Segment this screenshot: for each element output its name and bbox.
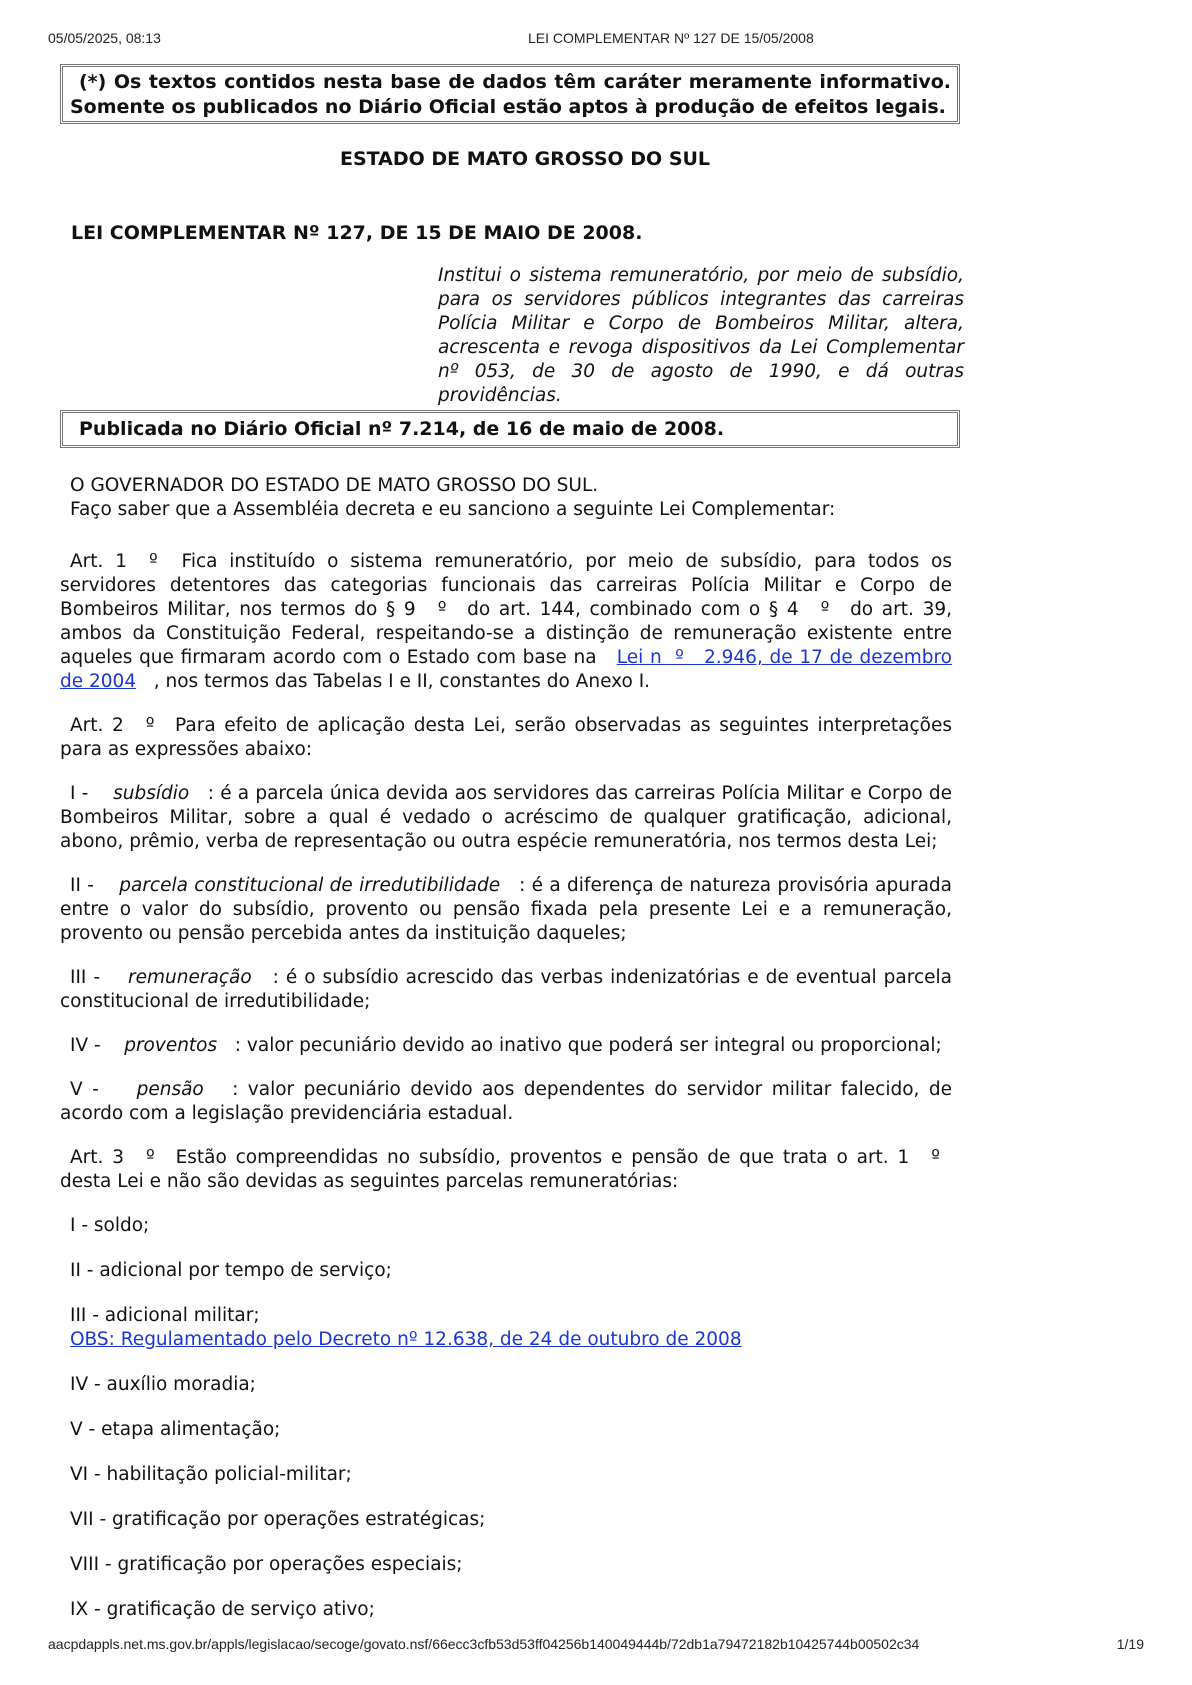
term: pensão [136,1079,204,1100]
print-footer [48,1636,1144,1658]
print-datetime: 05/05/2025, 08:13 [48,30,161,46]
print-url: aacpdappls.net.ms.gov.br/appls/legislacao/secoge/govato.nsf/66ecc3cfb53d53ff04256b140049444b/72db1a79472182b10425744b00502c34 [48,1636,920,1652]
article-3-text-b: desta Lei e não são devidas as seguintes parcelas remuneratórias: [60,1171,679,1192]
article-1-text-c: do art. 39, ambos da Constituição Federal, respeitando-se a distinção de remuneração existente entre aqueles que firmaram acordo com o Estado com base na [60,599,952,668]
article-3-item: VI - habilitação policial-militar; [70,1464,352,1485]
article-1-text-d: , nos termos das Tabelas I e II, constantes do Anexo I. [153,671,651,692]
law-title: LEI COMPLEMENTAR Nº 127, DE 15 DE MAIO DE 2008. [71,222,643,244]
term: proventos [124,1035,218,1056]
article-3-item: V - etapa alimentação; [70,1419,281,1440]
article-1-ordinal-3: º [820,599,830,620]
preamble [60,474,952,522]
article-2 [60,714,952,762]
article-3-ordinal-2: º [931,1147,941,1168]
article-3 [60,1146,952,1194]
publication-notice: Publicada no Diário Oficial nº 7.214, de 16 de maio de 2008. [60,410,960,448]
law-summary: Institui o sistema remuneratório, por meio de subsídio, para os servidores públicos integrantes das carreiras Polícia Militar e Corpo de Bombeiros Militar, altera, acrescenta e revoga dispositivos da Lei Complementar nº 053, de 30 de agosto de 1990, e dá outras providências. [438,265,964,406]
term: parcela constitucional de irredutibilidade [119,875,501,896]
print-header [48,30,1144,52]
article-2-text: Para efeito de aplicação desta Lei, serão observadas as seguintes interpretações para as expressões abaixo: [60,715,952,760]
article-1-text-b: do art. 144, combinado com o § 4 [467,599,799,620]
article-1-label: Art. 1 [70,551,127,572]
disclaimer-notice [60,64,960,124]
article-2-item: V - pensão : valor pecuniário devido aos dependentes do servidor militar falecido, de acordo com a legislação previdenciária estadual. [60,1079,952,1124]
article-3-text-a: Estão compreendidas no subsídio, proventos e pensão de que trata o art. 1 [175,1147,910,1168]
article-3-item: II - adicional por tempo de serviço; [70,1260,392,1281]
article-1-text-a: Fica instituído o sistema remuneratório, por meio de subsídio, para todos os servidores detentores das categorias funcionais das carreiras Polícia Militar e Corpo de Bombeiros Militar, nos termos do § 9 [60,551,952,620]
article-2-item: III - remuneração : é o subsídio acrescido das verbas indenizatórias e de eventual parcela constitucional de irredutibilidade; [60,967,952,1012]
article-3-item: I - soldo; [70,1215,150,1236]
article-2-label: Art. 2 [70,715,124,736]
article-1 [60,550,952,694]
term: subsídio [113,783,190,804]
article-3-label: Art. 3 [70,1147,124,1168]
preamble-line-1: O GOVERNADOR DO ESTADO DE MATO GROSSO DO SUL. [70,475,599,496]
page-number: 1/19 [1116,1636,1144,1652]
article-2-item: II - parcela constitucional de irredutibilidade : é a diferença de natureza provisória apurada entre o valor do subsídio, provento ou pensão fixada pela presente Lei e a remuneração, provento ou pensão percebida antes da instituição daqueles; [60,875,952,944]
decree-12638-link[interactable]: OBS: Regulamentado pelo Decreto nº 12.638, de 24 de outubro de 2008 [70,1329,742,1350]
term: remuneração [128,967,252,988]
article-3-item: IV - auxílio moradia; [70,1374,256,1395]
disclaimer-line-2: Somente os publicados no Diário Oficial estão aptos à produção de efeitos legais. [70,96,946,118]
law-2946-link[interactable]: Lei n º 2.946, de 17 de dezembro de 2004 [60,647,952,692]
article-3-item: III - adicional militar; OBS: Regulamentado pelo Decreto nº 12.638, de 24 de outubro de 2008 [70,1305,742,1350]
article-1-ordinal-2: º [437,599,447,620]
state-title: ESTADO DE MATO GROSSO DO SUL [340,148,711,170]
article-3-item: VII - gratificação por operações estratégicas; [70,1509,486,1530]
article-2-item: IV - proventos : valor pecuniário devido ao inativo que poderá ser integral ou proporcional; [70,1035,942,1056]
article-3-item: IX - gratificação de serviço ativo; [70,1599,375,1620]
article-3-ordinal: º [146,1147,155,1168]
disclaimer-line-1: (*) Os textos contidos nesta base de dados têm caráter meramente informativo. [79,71,951,93]
article-2-item: I - subsídio : é a parcela única devida aos servidores das carreiras Polícia Militar e Corpo de Bombeiros Militar, sobre a qual é vedado o acréscimo de qualquer gratificação, adicional, abono, prêmio, verba de representação ou outra espécie remuneratória, nos termos desta Lei; [60,783,952,852]
law-body [60,474,952,1643]
article-1-ordinal: º [148,551,158,572]
article-3-item: VIII - gratificação por operações especiais; [70,1554,463,1575]
print-title: LEI COMPLEMENTAR Nº 127 DE 15/05/2008 [528,30,814,46]
article-2-ordinal: º [145,715,155,736]
preamble-line-2: Faço saber que a Assembléia decreta e eu sanciono a seguinte Lei Complementar: [70,499,836,520]
